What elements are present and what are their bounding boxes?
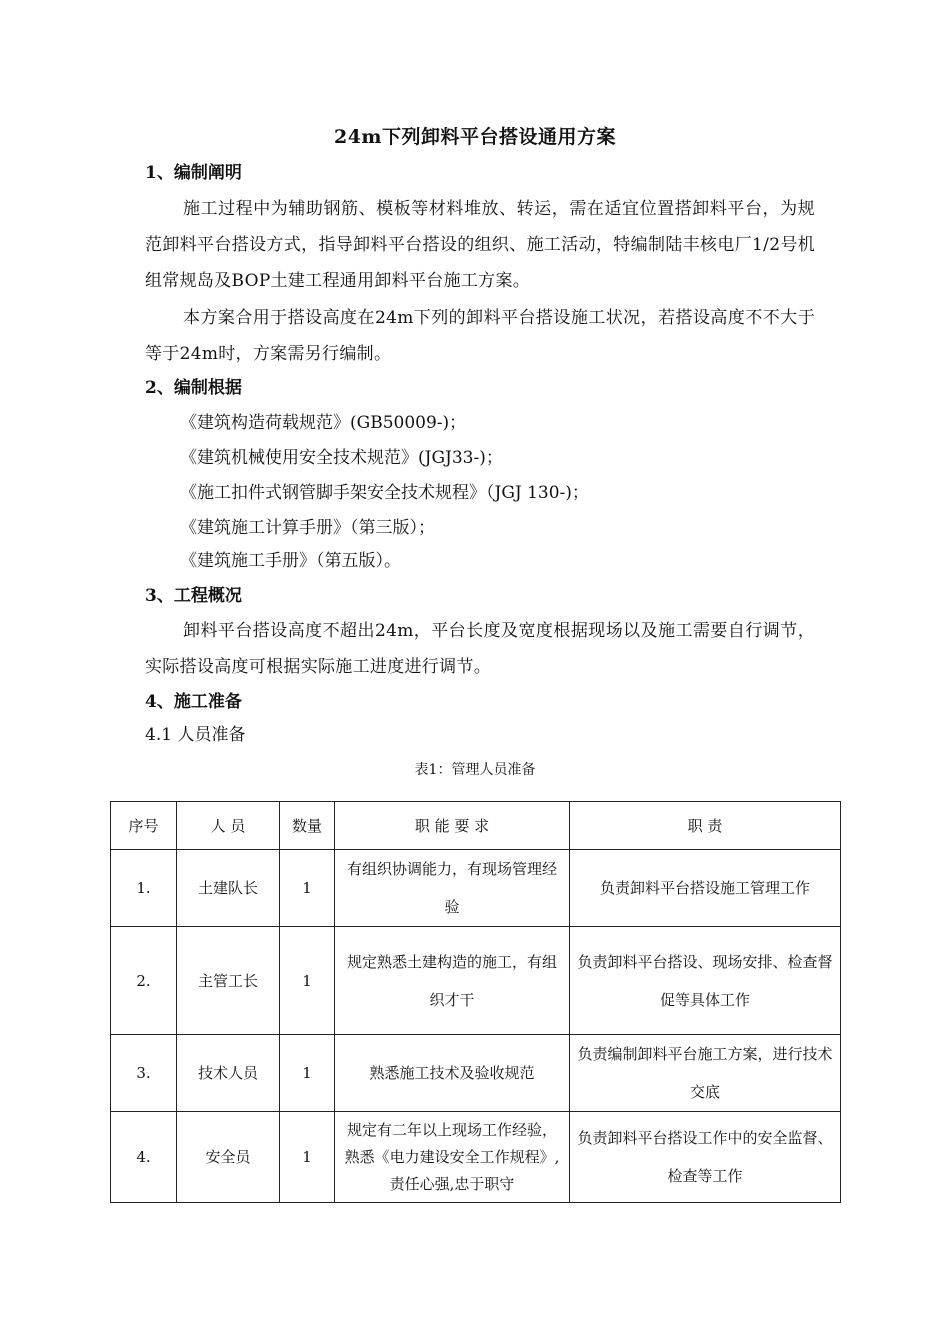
section-1-paragraph-2: 本方案合用于搭设高度在24m下列的卸料平台搭设施工状况，若搭设高度不不大于等于24m时，方案需另行编制。 [145,308,815,364]
cell-person: 主管工长 [177,927,280,1035]
cell-duty: 负责卸料平台搭设、现场安排、检查督促等具体工作 [570,927,841,1035]
staff-table [110,801,841,1203]
table-row [111,1112,841,1203]
subsection-heading-4-1: 4.1 人员准备 [145,725,246,745]
header-requirement: 职 能 要 求 [335,802,570,850]
cell-requirement: 规定有二年以上现场工作经验，熟悉《电力建设安全工作规程》,责任心强,忠于职守 [335,1112,570,1203]
cell-duty: 负责卸料平台搭设工作中的安全监督、检查等工作 [570,1112,841,1203]
cell-qty: 1 [280,850,335,927]
table-row [111,1035,841,1112]
section-heading-3: 3、工程概况 [145,586,242,606]
cell-no: 1. [111,850,177,927]
table-row [111,927,841,1035]
cell-no: 4. [111,1112,177,1203]
header-duty: 职 责 [570,802,841,850]
cell-requirement: 规定熟悉土建构造的施工，有组织才干 [335,927,570,1035]
cell-duty: 负责卸料平台搭设施工管理工作 [570,850,841,927]
reference-item: 《建筑构造荷载规范》(GB50009-)； [180,413,467,433]
cell-qty: 1 [280,1035,335,1112]
cell-person: 安全员 [177,1112,280,1203]
section-1-paragraph-1: 施工过程中为辅助钢筋、模板等材料堆放、转运，需在适宜位置搭卸料平台，为规范卸料平台搭设方式，指导卸料平台搭设的组织、施工活动，特编制陆丰核电厂1/2号机组常规岛及BOP土建工程通用卸料平台施工方案。 [145,199,815,291]
cell-requirement: 有组织协调能力，有现场管理经验 [335,850,570,927]
cell-qty: 1 [280,1112,335,1203]
reference-item: 《施工扣件式钢管脚手架安全技术规程》（JGJ 130-)； [180,483,589,503]
section-heading-2: 2、编制根据 [145,378,242,398]
table-caption: 表1：管理人员准备 [414,762,536,778]
header-no: 序号 [111,802,177,850]
header-qty: 数量 [280,802,335,850]
cell-person: 土建队长 [177,850,280,927]
cell-duty: 负责编制卸料平台施工方案，进行技术交底 [570,1035,841,1112]
section-3-paragraph-1: 卸料平台搭设高度不超出24m，平台长度及宽度根据现场以及施工需要自行调节，实际搭设高度可根据实际施工进度进行调节。 [145,621,815,677]
table-header-row [111,802,841,850]
document-title: 24m下列卸料平台搭设通用方案 [333,126,617,148]
cell-no: 2. [111,927,177,1035]
table-row [111,850,841,927]
section-heading-1: 1、编制阐明 [145,163,242,183]
cell-requirement: 熟悉施工技术及验收规范 [335,1035,570,1112]
cell-no: 3. [111,1035,177,1112]
header-person: 人 员 [177,802,280,850]
cell-qty: 1 [280,927,335,1035]
reference-item: 《建筑施工手册》（第五版）。 [180,551,401,571]
section-heading-4: 4、施工准备 [145,692,242,712]
cell-person: 技术人员 [177,1035,280,1112]
reference-item: 《建筑机械使用安全技术规范》(JGJ33-)； [180,448,503,468]
reference-item: 《建筑施工计算手册》（第三版）； [180,518,435,538]
